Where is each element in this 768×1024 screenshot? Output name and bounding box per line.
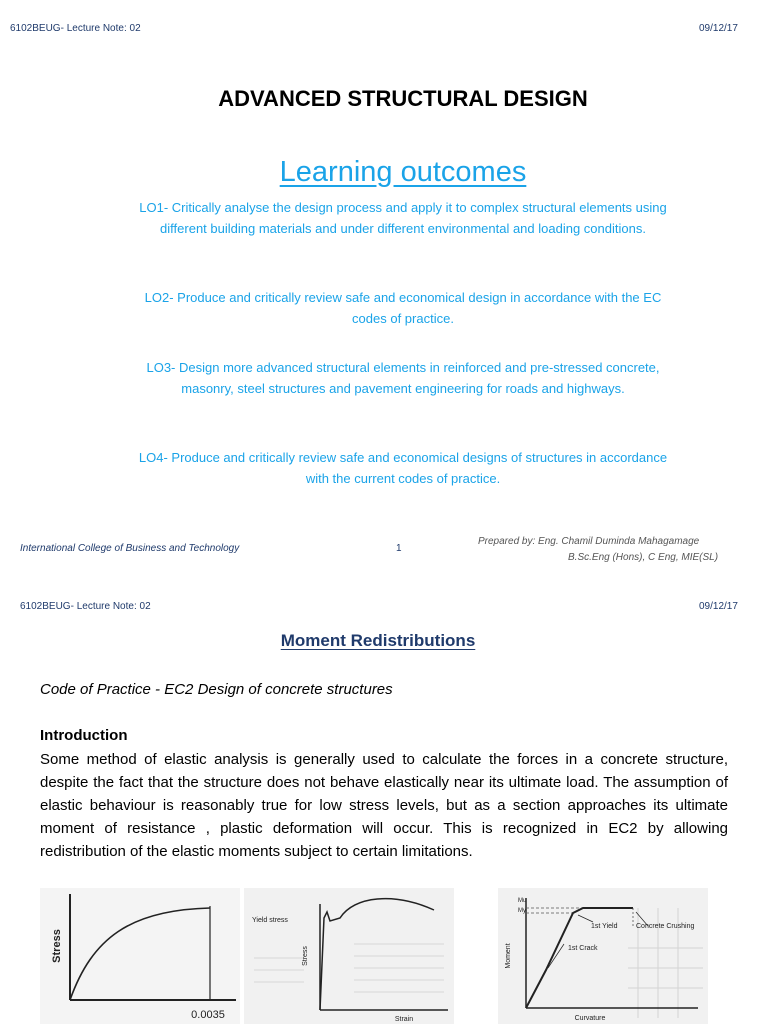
prepared-by: Prepared by: Eng. Chamil Duminda Mahagamage (478, 536, 700, 547)
slide-header-left: 6102BEUG- Lecture Note: 02 (10, 23, 141, 34)
y-axis-label: Moment (505, 943, 512, 969)
ultimate-moment-tick: Mu (518, 898, 527, 904)
learning-outcome-4: LO4- Produce and critically review safe and economical designs of structures in accordance with the current codes of practice. (138, 450, 668, 486)
learning-outcome-3: LO3- Design more advanced structural elements in reinforced and pre-stressed concrete, masonry, steel structures and pavement engineering for roads and highways. (146, 360, 660, 396)
learning-outcome-1: LO1- Critically analyse the design process and apply it to complex structural elements using different building materials and under different environmental and loading conditions. (139, 200, 667, 236)
college-name: International College of Business and Technology (20, 543, 240, 554)
slide-header-date: 09/12/17 (699, 23, 738, 34)
y-axis-label: Stress (302, 946, 309, 966)
moment-curvature-figure (498, 888, 708, 1024)
code-of-practice: Code of Practice - EC2 Design of concrete structures (40, 681, 393, 698)
concrete-crushing-label: Concrete Crushing (636, 923, 695, 930)
concrete-stress-strain-figure (40, 888, 240, 1024)
first-yield-label: 1st Yield (591, 923, 618, 930)
learning-outcomes-heading: Learning outcomes (279, 156, 527, 188)
section-title: Moment Redistributions (280, 631, 476, 650)
y-axis-label: Stress (51, 929, 63, 963)
slide-moment-redistributions (0, 588, 768, 1024)
strain-tick-label: 0.0035 (191, 1009, 225, 1021)
introduction-text: Some method of elastic analysis is generally used to calculate the forces in a concrete structure, despite the fact that the structure does not behave elastically near its ultimate load. The assumption of elastic behaviour is reasonably true for low stress levels, but as a section approaches its ultimate moment of resistance , plastic deformation will occur. This is recognized in EC2 by allowing redistribution of the elastic moments subject to certain limitations. (40, 751, 728, 860)
page-number: 1 (396, 543, 402, 554)
slide-header-date: 09/12/17 (699, 601, 738, 612)
steel-stress-strain-figure (244, 888, 454, 1024)
slide-header-left: 6102BEUG- Lecture Note: 02 (20, 601, 151, 612)
x-axis-label: Strain (394, 1016, 414, 1023)
author-qualifications: B.Sc.Eng (Hons), C Eng, MIE(SL) (568, 552, 719, 563)
yield-stress-label: Yield stress (252, 917, 288, 924)
introduction-heading: Introduction (40, 727, 128, 744)
x-axis-label: Curvature (574, 1015, 606, 1022)
learning-outcome-2: LO2- Produce and critically review safe and economical design in accordance with the EC codes of practice. (144, 290, 662, 326)
course-title: ADVANCED STRUCTURAL DESIGN (218, 86, 588, 111)
yield-moment-tick: My (518, 908, 526, 914)
first-crack-label: 1st Crack (568, 945, 598, 952)
